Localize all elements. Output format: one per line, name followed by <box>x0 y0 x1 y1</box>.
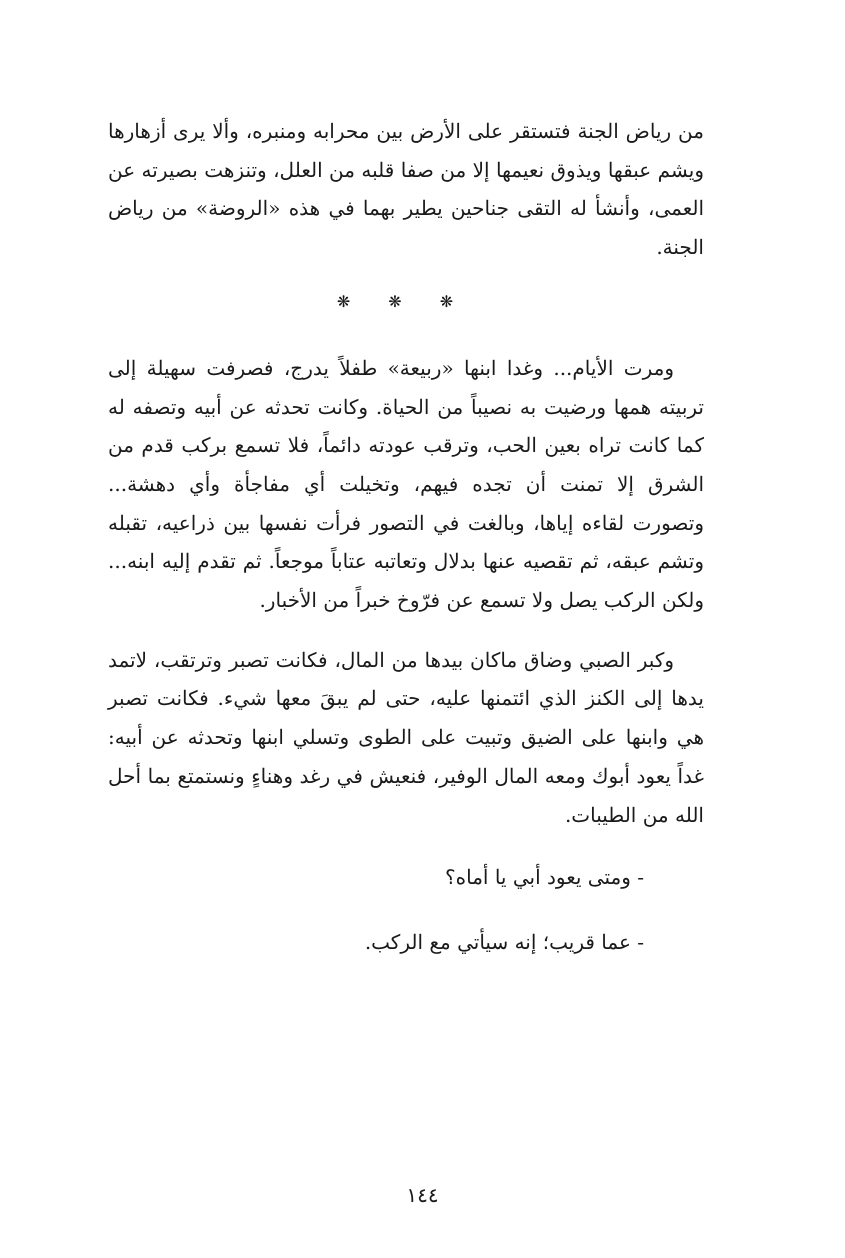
page-number: ١٤٤ <box>406 1183 439 1207</box>
paragraph: ومرت الأيام... وغدا ابنها «ربيعة» طفلاً يدرج، فصرفت سهيلة إلى تربيته همها ورضيت به نصيباً من الحياة. وكانت تحدثه عن أبيه وتصفه له كما كانت تراه بعين الحب، وترقب عودته دائماً، فلا تسمع بركب قدم من الشرق إلا تمنت أن تجده فيهم، وتخيلت أي مفاجأة وأي دهشة... وتصورت لقاءه إياها، وبالغت في التصور فرأت نفسها بين ذراعيه، تقبله وتشم عبقه، ثم تقصيه عنها بدلال وتعاتبه عتاباً موجعاً. ثم تقدم إليه ابنه... ولكن الركب يصل ولا تسمع عن فرّوخ خبراً من الأخبار. <box>108 355 704 613</box>
dialogue-line: - ومتى يعود أبي يا أماه؟ <box>445 865 644 890</box>
asterism-star-icon: ❋ <box>336 291 373 311</box>
section-separator <box>108 267 704 349</box>
dialogue-line: - عما قريب؛ إنه سيأتي مع الركب. <box>364 929 644 954</box>
asterism-star-icon: ❋ <box>439 291 476 311</box>
paragraph: وكبر الصبي وضاق ماكان بيدها من المال، فكانت تصبر وترتقب، لاتمد يدها إلى الكنز الذي ائتمنها عليه، حتى لم يبقَ معها شيء. فكانت تصبر هي وابنها على الضيق وتبيت على الطوى وتسلي ابنها وتحدثه عن أبيه: غداً يعود أبوك ومعه المال الوفير، فنعيش في رغد وهناءٍ ونستمتع بما أحل الله من الطيبات. <box>108 647 704 827</box>
paragraph-opening: من رياض الجنة فتستقر على الأرض بين محرابه ومنبره، وألا يرى أزهارها ويشم عبقها ويذوق نعيمها إلا من صفا قلبه من العلل، وتنزهت بصيرته عن العمى، وأنشأ له التقى جناحين يطير بهما في هذه «الروضة» من رياض الجنة. <box>108 119 704 260</box>
asterism-star-icon: ❋ <box>388 291 424 311</box>
page-body <box>108 112 704 962</box>
